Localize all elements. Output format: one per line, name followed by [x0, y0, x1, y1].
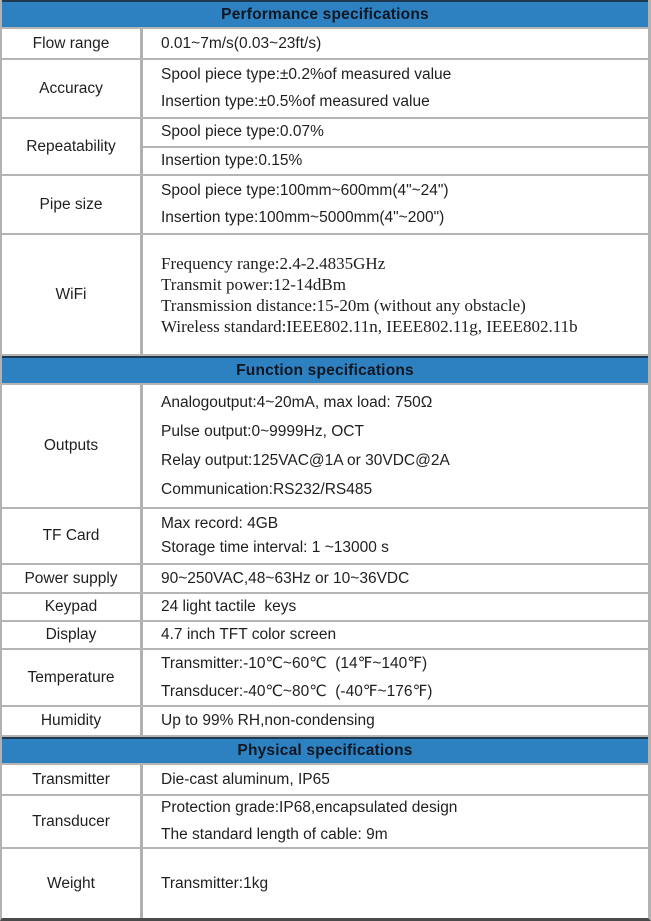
row-label: WiFi: [2, 235, 143, 354]
value-line: Insertion type:0.15%: [143, 146, 648, 175]
section-header-physical: [2, 737, 648, 765]
row-label: Humidity: [2, 707, 143, 735]
row-value: [143, 765, 648, 794]
row-repeatability: [2, 119, 648, 176]
row-display: [2, 622, 648, 650]
row-value: [143, 176, 648, 233]
row-value: [143, 796, 648, 847]
value-line: 4.7 inch TFT color screen: [161, 626, 337, 643]
row-label: Keypad: [2, 594, 143, 620]
value-line: Spool piece type:100mm~600mm(4"~24"): [161, 182, 449, 199]
row-value: [143, 235, 648, 354]
row-transducer: [2, 796, 648, 849]
row-weight: [2, 849, 648, 918]
value-line: Analogoutput:4~20mA, max load: 750Ω: [161, 393, 433, 411]
row-value: [143, 60, 648, 117]
section-title: Performance specifications: [221, 5, 429, 23]
value-line: Pulse output:0~9999Hz, OCT: [161, 422, 364, 440]
value-line: Wireless standard:IEEE802.11n, IEEE802.11g, IEEE802.11b: [161, 316, 578, 336]
row-label: Power supply: [2, 565, 143, 592]
row-label: Temperature: [2, 650, 143, 705]
section-title: Function specifications: [236, 361, 414, 379]
row-value: [143, 650, 648, 705]
row-value: [143, 119, 648, 174]
row-label: TF Card: [2, 509, 143, 563]
row-label: Outputs: [2, 385, 143, 507]
value-line: Transmitter:1kg: [161, 874, 269, 892]
section-title: Physical specifications: [237, 742, 413, 759]
value-line: Relay output:125VAC@1A or 30VDC@2A: [161, 451, 450, 469]
row-flow-range: [2, 29, 648, 60]
section-header-performance: [2, 0, 648, 29]
row-label: Flow range: [2, 29, 143, 58]
value-line: Transducer:-40℃~80℃ (-40℉~176℉): [161, 682, 433, 700]
value-line: 90~250VAC,48~63Hz or 10~36VDC: [161, 569, 410, 587]
row-value: [143, 707, 648, 735]
row-label: Repeatability: [2, 119, 143, 174]
row-value: [143, 849, 648, 918]
value-line: Insertion type:±0.5%of measured value: [161, 93, 430, 110]
row-outputs: [2, 385, 648, 509]
row-value: [143, 594, 648, 620]
value-line: Up to 99% RH,non-condensing: [161, 712, 375, 729]
value-line: 0.01~7m/s(0.03~23ft/s): [161, 34, 322, 52]
row-power-supply: [2, 565, 648, 594]
row-label: Weight: [2, 849, 143, 918]
row-wifi: [2, 235, 648, 356]
row-label: Display: [2, 622, 143, 648]
value-line: Protection grade:IP68,encapsulated design: [161, 799, 458, 816]
row-label: Transmitter: [2, 765, 143, 794]
value-line: Frequency range:2.4-2.4835GHz: [161, 253, 386, 273]
value-line: Spool piece type:0.07%: [161, 123, 324, 141]
row-label: Transducer: [2, 796, 143, 847]
value-line: Communication:RS232/RS485: [161, 480, 373, 498]
row-value: [143, 509, 648, 563]
value-line: Insertion type:100mm~5000mm(4"~200"): [161, 209, 445, 226]
row-value: [143, 29, 648, 58]
row-keypad: [2, 594, 648, 622]
value-line: Die-cast aluminum, IP65: [161, 770, 330, 788]
row-pipe-size: [2, 176, 648, 235]
value-line: 24 light tactile keys: [161, 598, 297, 615]
value-line: Spool piece type:±0.2%of measured value: [161, 66, 452, 83]
row-label: Accuracy: [2, 60, 143, 117]
value-line: Max record: 4GB: [161, 515, 279, 532]
value-line: Storage time interval: 1 ~13000 s: [161, 539, 389, 556]
value-line: Transmit power:12-14dBm: [161, 274, 346, 294]
section-header-function: [2, 356, 648, 385]
row-transmitter: [2, 765, 648, 796]
value-line: Transmission distance:15-20m (without any obstacle): [161, 295, 526, 315]
row-label: Pipe size: [2, 176, 143, 233]
row-value: [143, 622, 648, 648]
row-value: [143, 565, 648, 592]
value-line: The standard length of cable: 9m: [161, 826, 388, 843]
row-accuracy: [2, 60, 648, 119]
value-line: Transmitter:-10℃~60℃ (14℉~140℉): [161, 654, 428, 672]
row-tf-card: [2, 509, 648, 565]
row-value: [143, 385, 648, 507]
row-humidity: [2, 707, 648, 737]
row-temperature: [2, 650, 648, 707]
